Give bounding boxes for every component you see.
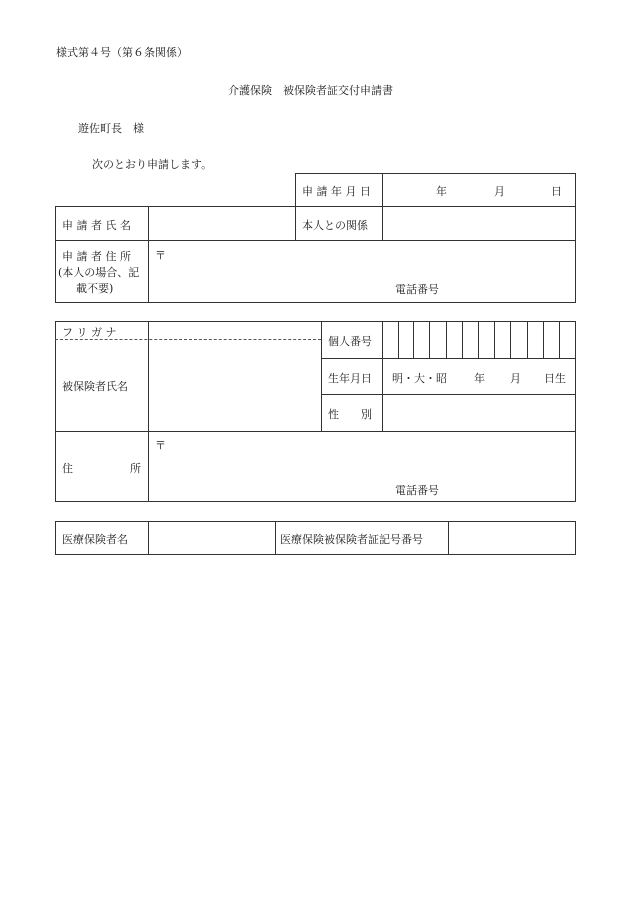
- application-date-label: 申 請 年 月 日: [302, 185, 371, 198]
- application-date-field[interactable]: [384, 175, 574, 205]
- applicant-name-field[interactable]: [150, 208, 293, 238]
- birth-day-label: 日生: [544, 372, 566, 385]
- applicant-name-label: 申 請 者 氏 名: [62, 219, 131, 232]
- form-title: 介護保険 被保険者証交付申請書: [228, 84, 393, 97]
- applicant-address-field[interactable]: [165, 244, 570, 274]
- birth-year-label: 年: [474, 372, 485, 385]
- era-options: 明・大・昭: [392, 372, 447, 385]
- relation-label: 本人との関係: [302, 219, 368, 232]
- medical-insured-number-field[interactable]: [450, 523, 574, 553]
- applicant-address-note-2: 載不要): [76, 282, 114, 295]
- birth-month-label: 月: [510, 372, 521, 385]
- date-year-label: 年: [436, 185, 447, 198]
- date-day-label: 日: [551, 185, 562, 198]
- furigana-field[interactable]: [150, 323, 319, 338]
- furigana-label: フ リ ガ ナ: [62, 326, 117, 339]
- medical-insured-number-label: 医療保険被保険者証記号番号: [280, 533, 423, 546]
- form-number: 様式第４号（第６条関係）: [56, 46, 188, 59]
- relation-field[interactable]: [384, 208, 574, 238]
- date-month-label: 月: [494, 185, 505, 198]
- insured-name-field[interactable]: [150, 342, 319, 428]
- postal-mark: 〒: [155, 249, 166, 262]
- applicant-address-note: (本人の場合、記: [58, 266, 140, 279]
- birthdate-field[interactable]: [384, 360, 574, 392]
- insured-address-field[interactable]: [165, 434, 570, 478]
- personal-number-field[interactable]: [384, 323, 574, 356]
- insured-phone-label: 電話番号: [395, 484, 439, 497]
- sex-field[interactable]: [384, 396, 574, 429]
- sex-label: 性 別: [328, 408, 372, 421]
- address-label: 住: [62, 462, 73, 475]
- address-label-2: 所: [130, 462, 141, 475]
- applicant-address-label: 申 請 者 住 所: [62, 250, 131, 263]
- personal-number-label: 個人番号: [328, 335, 372, 348]
- medical-insurer-label: 医療保険者名: [62, 533, 128, 546]
- birthdate-label: 生年月日: [328, 372, 372, 385]
- addressee: 遊佐町長 様: [78, 122, 144, 135]
- medical-insurer-field[interactable]: [150, 523, 273, 553]
- applicant-phone-label: 電話番号: [395, 283, 439, 296]
- insured-postal-mark: 〒: [155, 439, 166, 452]
- intro-text: 次のとおり申請します。: [92, 158, 213, 171]
- insured-name-label: 被保険者氏名: [62, 380, 128, 393]
